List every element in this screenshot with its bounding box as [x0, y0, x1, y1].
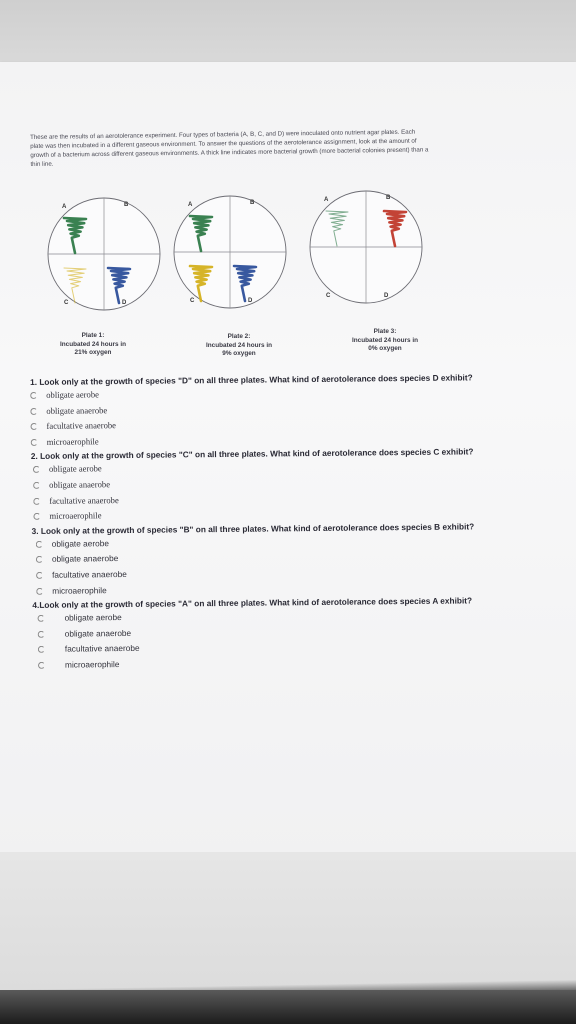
plate-3-incubation: Incubated 24 hours in [351, 336, 419, 344]
question-2-option[interactable]: microaerophile [31, 504, 551, 525]
radio-icon[interactable] [36, 556, 43, 563]
radio-icon[interactable] [36, 587, 43, 594]
quadrant-label-d: D [122, 300, 127, 306]
radio-icon[interactable] [33, 482, 40, 489]
question-block [30, 371, 551, 451]
plate-2-incubation: Incubated 24 hours in [205, 341, 273, 349]
background-floor [0, 990, 576, 1024]
quadrant-label-b: B [124, 202, 129, 208]
radio-icon[interactable] [31, 439, 38, 446]
quadrant-label-c: C [64, 300, 69, 306]
radio-icon[interactable] [30, 392, 37, 399]
quadrant-label-c: C [326, 293, 331, 299]
quadrant-label-a: A [324, 197, 329, 203]
question-3-option[interactable]: obligate aerobe [32, 531, 552, 552]
question-3-option[interactable]: facultative anaerobe [32, 562, 552, 583]
plate-3-caption [340, 328, 430, 354]
quadrant-label-b: B [386, 195, 391, 201]
intro-paragraph: These are the results of an aerotolerance experiment. Four types of bacteria (A, B, C, and D) were inoculated onto nutrient agar plates. Each plate was then incubated in a different gaseous environment. To answer the questions of the aerotolerance assignment, look at the amount of growth of a bacterium across different gaseous environments. A thick line indicates more bacterial growth (more bacterial colonies present) than a thin line. [30, 128, 429, 168]
plate-2-title: Plate 2: [227, 333, 251, 340]
plate-3 [310, 191, 422, 303]
plate-1-incubation: Incubated 24 hours in [59, 340, 127, 348]
question-block [31, 445, 552, 525]
plate-1-title: Plate 1: [81, 332, 105, 339]
question-1-option[interactable]: obligate aerobe [30, 383, 550, 404]
radio-icon[interactable] [36, 572, 43, 579]
question-4-option[interactable]: microaerophile [33, 652, 553, 673]
plate-2-caption [194, 333, 284, 359]
quadrant-label-a: A [62, 204, 67, 210]
radio-icon[interactable] [33, 497, 40, 504]
question-4-option[interactable]: obligate anaerobe [33, 621, 553, 642]
radio-icon[interactable] [38, 615, 45, 622]
radio-icon[interactable] [33, 513, 40, 520]
question-1-option[interactable]: obligate anaerobe [30, 398, 550, 419]
question-3-option[interactable]: obligate anaerobe [32, 547, 552, 568]
question-list [30, 371, 553, 674]
question-4-text: 4.Look only at the growth of species "A" on all three plates. What kind of aerotolerance does species A exhibit? [32, 595, 473, 611]
agar-plates-figure [0, 180, 576, 320]
radio-icon[interactable] [38, 662, 45, 669]
plate-1 [48, 198, 160, 310]
radio-icon[interactable] [38, 646, 45, 653]
radio-icon[interactable] [33, 466, 40, 473]
plate-2 [174, 196, 286, 308]
question-4-option[interactable]: facultative anaerobe [33, 637, 553, 658]
question-3-option[interactable]: microaerophile [32, 578, 552, 599]
quadrant-label-d: D [248, 298, 253, 304]
radio-icon[interactable] [38, 631, 45, 638]
page-bottom-shadow [0, 852, 576, 992]
question-2-option[interactable]: facultative anaerobe [31, 488, 551, 509]
plate-3-title: Plate 3: [373, 328, 397, 335]
plate-3-oxygen: 0% oxygen [368, 345, 402, 352]
question-block [32, 519, 553, 599]
radio-icon[interactable] [36, 541, 43, 548]
question-2-text: 2. Look only at the growth of species "C" on all three plates. What kind of aerotolerance does species C exhibit? [30, 446, 474, 462]
quadrant-label-d: D [384, 293, 389, 299]
plate-1-oxygen: 21% oxygen [74, 349, 112, 356]
plate-2-oxygen: 9% oxygen [222, 350, 256, 357]
question-2-option[interactable]: obligate aerobe [31, 457, 551, 478]
question-1-text: 1. Look only at the growth of species "D" on all three plates. What kind of aerotolerance does species D exhibit? [30, 372, 473, 387]
plate-1-caption [48, 332, 138, 358]
question-block [32, 594, 553, 674]
radio-icon[interactable] [30, 408, 37, 415]
question-1-option[interactable]: facultative anaerobe [30, 414, 550, 435]
question-1-option[interactable]: microaerophile [31, 429, 551, 450]
question-4-option[interactable]: obligate aerobe [32, 606, 552, 627]
quadrant-label-a: A [188, 202, 193, 208]
quadrant-label-c: C [190, 298, 195, 304]
question-3-text: 3. Look only at the growth of species "B" on all three plates. What kind of aerotolerance does species B exhibit? [31, 521, 475, 536]
question-2-option[interactable]: obligate anaerobe [31, 473, 551, 494]
radio-icon[interactable] [30, 423, 37, 430]
quadrant-label-b: B [250, 200, 255, 206]
background-top [0, 0, 576, 70]
